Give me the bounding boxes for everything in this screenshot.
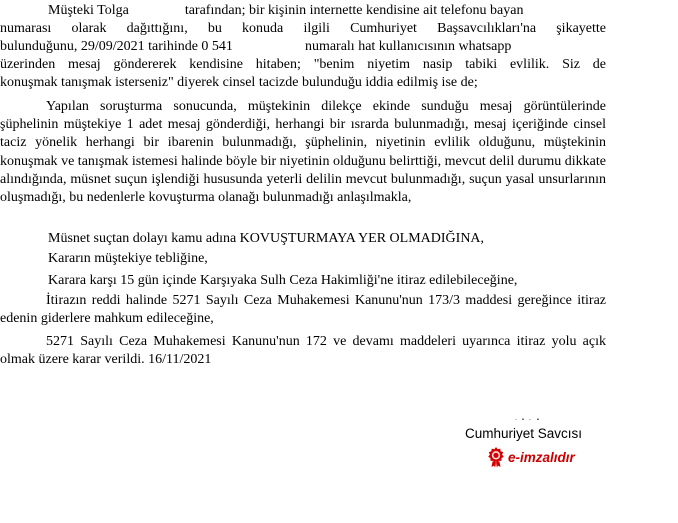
seal-icon — [487, 446, 505, 468]
decision-line-3: Karara karşı 15 gün içinde Karşıyaka Sulh Ceza Hakimliği'ne itiraz edilebileceğine, — [48, 273, 518, 288]
complaint-line-1 — [48, 2, 523, 20]
investigation-paragraph: Yapılan soruşturma sonucunda, müştekinin dilekçe ekinde sunduğu mesaj görüntülerinde şüphelinin müştekiye 1 adet mesaj gönderdiği, herhangi bir ısrarda bulunmadığı, mesaj içeriğinde cinsel taciz yönelik herhangi bir ibarenin bulunmadığı, şüphelinin, niyetinin evlilik olduğunu, müştekinin konuşmak ve tanışmak istemesi halinde böyle bir niyetinin olduğunu belirttiği, mevcut delil durumu dikkate alındığında, müsnet suçun işlendiği hususunda yeterli delilin mevcut bulunmadığı, suçun yasal unsurlarının oluşmadığı, bu nedenlerle kovuşturma olanağı bulunmadığı anlaşılmakla, — [0, 99, 606, 206]
complaint-text-1b: tarafından; bir kişinin internette kendisine ait telefonu bayan — [184, 3, 524, 18]
complaint-line-2: numarası olarak dağıttığını, bu konuda ilgili Cumhuriyet Başsavcılıkları'na şikayette — [0, 21, 606, 36]
complaint-line-4: üzerinden mesaj göndererek kendisine hitaben; "benim niyetim nasip tabiki evlilik. Siz de — [0, 57, 606, 72]
decision-line-2: Kararın müştekiye tebliğine, — [48, 251, 208, 266]
complainant-name: Müşteki Tolga — [48, 3, 129, 18]
prosecutor-title: Cumhuriyet Savcısı — [465, 426, 583, 441]
complaint-line-3 — [0, 38, 511, 56]
e-signed-label: e-imzalıdır — [508, 449, 575, 465]
complaint-text-3a: bulunduğunu, 29/09/2021 tarihinde 0 541 — [0, 39, 233, 54]
e-signature-stamp — [487, 446, 575, 468]
signature-scribble — [512, 412, 544, 420]
decision-paragraph-5: 5271 Sayılı Ceza Muhakemesi Kanunu'nun 172 ve devamı maddeleri uyarınca itiraz yolu açık olmak üzere karar verildi. 16/11/2021 — [0, 334, 606, 368]
decision-line-1: Müsnet suçtan dolayı kamu adına KOVUŞTURMAYA YER OLMADIĞINA, — [48, 231, 485, 246]
complaint-text-3b: numaralı hat kullanıcısının whatsapp — [304, 39, 512, 54]
complaint-line-5: konuşmak tanışmak isterseniz" diyerek cinsel tacizde bulunduğu iddia edilmiş ise de; — [0, 75, 478, 90]
decision-paragraph-4: İtirazın reddi halinde 5271 Sayılı Ceza Muhakemesi Kanunu'nun 173/3 maddesi gereğince itiraz edenin giderlere mahkum edileceğine, — [0, 293, 606, 327]
